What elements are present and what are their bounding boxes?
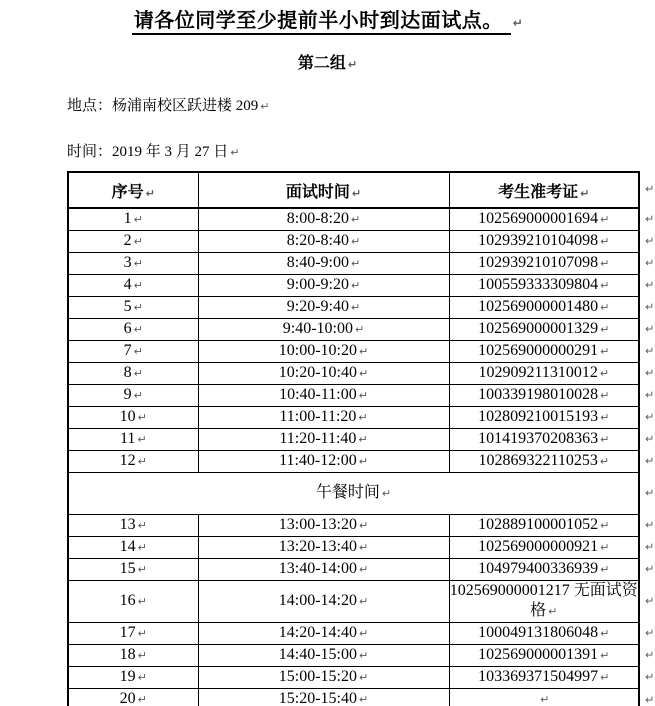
cell-admission-ticket: [449, 208, 639, 231]
cell-interview-time: [198, 407, 449, 429]
cell-admission-ticket: [449, 559, 639, 581]
table-row: [68, 581, 639, 623]
cell-seq-number: [68, 231, 198, 253]
cell-interview-time: [198, 385, 449, 407]
cell-interview-time-text: 11:40-12:00: [279, 452, 357, 469]
cell-interview-time-text: 11:20-11:40: [279, 430, 357, 447]
table-row: [68, 645, 639, 667]
cell-seq-number-text: 6: [123, 320, 132, 337]
cell-seq-number: [68, 429, 198, 451]
paragraph-mark-icon: ↵: [133, 301, 143, 314]
cell-seq-number-text: 1: [123, 210, 132, 227]
cell-seq-number: [68, 363, 198, 385]
cell-admission-ticket: [449, 297, 639, 319]
location-text: 地点：杨浦南校区跃进楼 209: [67, 98, 259, 114]
cell-interview-time-text: 15:00-15:20: [278, 668, 357, 685]
paragraph-mark-icon: ↵: [351, 186, 362, 200]
paragraph-mark-icon: ↵: [381, 487, 392, 500]
date-text: 时间：2019 年 3 月 27 日: [67, 144, 229, 160]
cell-seq-number-text: 5: [123, 298, 132, 315]
cell-seq-number-text: 10: [119, 408, 136, 425]
paragraph-mark-icon: ↵: [359, 541, 369, 554]
row-end-mark-icon: ↵: [645, 322, 655, 336]
table-row: [68, 231, 639, 253]
cell-interview-time: [198, 208, 449, 231]
cell-interview-time: [198, 559, 449, 581]
cell-interview-time: [198, 537, 449, 559]
cell-seq-number-text: 16: [119, 592, 136, 609]
cell-admission-ticket-text: 102569000001329: [478, 320, 599, 337]
cell-interview-time-text: 14:40-15:00: [278, 646, 357, 663]
cell-admission-ticket: [449, 451, 639, 473]
cell-seq-number-text: 3: [123, 254, 132, 271]
row-end-mark-icon: ↵: [645, 410, 655, 424]
paragraph-mark-icon: ↵: [355, 323, 365, 336]
cell-seq-number-text: 13: [119, 516, 136, 533]
cell-seq-number: [68, 667, 198, 689]
schedule-table-wrap: [67, 171, 655, 706]
cell-admission-ticket: [449, 319, 639, 341]
table-row: [68, 429, 639, 451]
cell-interview-time-text: 9:00-9:20: [286, 276, 349, 293]
paragraph-mark-icon: ↵: [133, 323, 143, 336]
table-row: [68, 667, 639, 689]
cell-interview-time-text: 15:20-15:40: [278, 690, 357, 706]
table-row: [68, 208, 639, 231]
paragraph-mark-icon: ↵: [600, 235, 610, 248]
row-end-mark-icon: ↵: [645, 540, 655, 554]
cell-interview-time: [198, 297, 449, 319]
cell-admission-ticket-text: 102889100001052: [478, 516, 599, 533]
cell-admission-ticket-text: 100049131806048: [478, 624, 599, 641]
row-end-mark-icon: ↵: [645, 212, 655, 225]
cell-seq-number: [68, 537, 198, 559]
cell-interview-time: [198, 581, 449, 623]
paragraph-mark-icon: ↵: [137, 693, 147, 706]
cell-seq-number: [68, 319, 198, 341]
paragraph-mark-icon: ↵: [600, 257, 610, 270]
document-page: [0, 8, 655, 706]
cell-admission-ticket-text: 102569000001480: [478, 298, 599, 315]
row-end-mark-icon: ↵: [645, 234, 655, 248]
lunch-break-row: [68, 473, 639, 515]
cell-seq-number-text: 14: [119, 538, 136, 555]
cell-admission-ticket: [449, 581, 639, 623]
cell-interview-time-text: 14:00-14:20: [278, 592, 357, 609]
paragraph-mark-icon: ↵: [351, 301, 361, 314]
cell-seq-number-text: 9: [123, 386, 132, 403]
row-end-mark-icon: ↵: [645, 693, 655, 706]
cell-seq-number: [68, 275, 198, 297]
row-end-mark-icon: ↵: [645, 648, 655, 662]
paragraph-mark-icon: ↵: [548, 605, 558, 618]
group-heading-text: 第二组: [297, 55, 346, 72]
paragraph-mark-icon: ↵: [137, 563, 147, 576]
table-row: [68, 689, 639, 706]
cell-seq-number-text: 7: [123, 342, 132, 359]
row-end-mark-icon: ↵: [645, 344, 655, 358]
cell-seq-number: [68, 407, 198, 429]
cell-interview-time: [198, 341, 449, 363]
group-heading: [0, 53, 655, 75]
row-end-mark-icon: ↵: [645, 454, 655, 468]
cell-interview-time: [198, 253, 449, 275]
header-label: 序号: [111, 183, 144, 201]
cell-interview-time: [198, 623, 449, 645]
header-cell-id: [449, 172, 639, 208]
cell-admission-ticket-text: 102939210104098: [478, 232, 599, 249]
row-end-mark-icon: ↵: [645, 300, 655, 314]
row-end-mark-icon: ↵: [645, 432, 655, 446]
cell-interview-time: [198, 429, 449, 451]
cell-interview-time-text: 14:20-14:40: [278, 624, 357, 641]
paragraph-mark-icon: ↵: [137, 671, 147, 684]
cell-seq-number: [68, 451, 198, 473]
paragraph-mark-icon: ↵: [133, 389, 143, 402]
table-row: [68, 537, 639, 559]
row-end-mark-icon: ↵: [645, 594, 655, 608]
cell-admission-ticket-text: 104979400336939: [478, 560, 599, 577]
paragraph-mark-icon: ↵: [133, 235, 143, 248]
cell-admission-ticket: [449, 407, 639, 429]
cell-interview-time: [198, 667, 449, 689]
cell-seq-number-text: 11: [119, 430, 136, 447]
paragraph-mark-icon: ↵: [600, 389, 610, 402]
paragraph-mark-icon: ↵: [351, 257, 361, 270]
paragraph-mark-icon: ↵: [359, 671, 369, 684]
cell-admission-ticket: [449, 645, 639, 667]
cell-admission-ticket-text: 102569000001391: [478, 646, 599, 663]
cell-seq-number: [68, 581, 198, 623]
cell-admission-ticket-text: 103369371504997: [478, 668, 599, 685]
paragraph-mark-icon: ↵: [600, 649, 610, 662]
paragraph-mark-icon: ↵: [600, 411, 610, 424]
cell-interview-time-text: 11:00-11:20: [279, 408, 357, 425]
table-row: [68, 297, 639, 319]
cell-admission-ticket-text: 102569000001217 无面试资格: [449, 582, 638, 619]
cell-admission-ticket-text: 102809210015193: [478, 408, 599, 425]
paragraph-mark-icon: ↵: [359, 627, 369, 640]
paragraph-mark-icon: ↵: [351, 235, 361, 248]
paragraph-mark-icon: ↵: [359, 693, 369, 706]
paragraph-mark-icon: ↵: [600, 345, 610, 358]
paragraph-mark-icon: ↵: [137, 595, 147, 608]
cell-admission-ticket: [449, 537, 639, 559]
cell-interview-time-text: 10:00-10:20: [278, 342, 357, 359]
table-row: [68, 559, 639, 581]
cell-admission-ticket-text: 101419370208363: [478, 430, 599, 447]
paragraph-mark-icon: ↵: [599, 455, 610, 468]
cell-interview-time-text: 13:40-14:00: [278, 560, 357, 577]
paragraph-mark-icon: ↵: [133, 345, 143, 358]
header-cell-time: [198, 172, 449, 208]
cell-admission-ticket-text: 102569000000291: [478, 342, 599, 359]
row-end-mark-icon: ↵: [645, 486, 655, 500]
paragraph-mark-icon: ↵: [133, 213, 143, 226]
cell-seq-number: [68, 208, 198, 231]
cell-seq-number: [68, 297, 198, 319]
paragraph-mark-icon: ↵: [600, 519, 610, 532]
header-cell-no: [68, 172, 198, 208]
cell-seq-number-text: 15: [119, 560, 136, 577]
paragraph-mark-icon: ↵: [133, 367, 143, 380]
paragraph-mark-icon: ↵: [358, 433, 368, 446]
cell-interview-time: [198, 689, 449, 706]
lunch-break-label: [68, 473, 639, 515]
cell-interview-time-text: 8:40-9:00: [286, 254, 349, 271]
cell-admission-ticket-text: 102569000001694: [478, 210, 599, 227]
cell-admission-ticket: [449, 515, 639, 537]
cell-seq-number-text: 4: [123, 276, 132, 293]
cell-admission-ticket: [449, 363, 639, 385]
paragraph-mark-icon: ↵: [600, 323, 610, 336]
row-end-mark-icon: ↵: [645, 626, 655, 640]
cell-admission-ticket: [449, 623, 639, 645]
row-end-mark-icon: ↵: [645, 366, 655, 380]
header-label: 面试时间: [285, 183, 350, 201]
cell-seq-number-text: 18: [119, 646, 136, 663]
paragraph-mark-icon: ↵: [600, 433, 610, 446]
cell-admission-ticket: [449, 689, 639, 706]
cell-admission-ticket-text: 102869322110253: [478, 452, 598, 469]
table-header-row: [68, 172, 639, 208]
paragraph-mark-icon: ↵: [137, 519, 147, 532]
cell-interview-time-text: 9:40-10:00: [282, 320, 353, 337]
cell-seq-number: [68, 253, 198, 275]
cell-seq-number: [68, 515, 198, 537]
cell-admission-ticket-text: 102909211310012: [478, 364, 598, 381]
paragraph-mark-icon: ↵: [358, 455, 368, 468]
paragraph-mark-icon: ↵: [359, 519, 369, 532]
paragraph-mark-icon: ↵: [600, 213, 610, 226]
table-row: [68, 385, 639, 407]
paragraph-mark-icon: ↵: [351, 213, 361, 226]
paragraph-mark-icon: ↵: [137, 541, 147, 554]
cell-seq-number-text: 2: [123, 232, 132, 249]
cell-interview-time: [198, 515, 449, 537]
paragraph-mark-icon: ↵: [230, 146, 240, 159]
schedule-table: [67, 171, 640, 706]
cell-interview-time-text: 13:20-13:40: [278, 538, 357, 555]
cell-interview-time-text: 10:40-11:00: [279, 386, 357, 403]
row-end-mark-icon: ↵: [645, 278, 655, 292]
cell-admission-ticket: [449, 231, 639, 253]
cell-seq-number: [68, 341, 198, 363]
cell-seq-number-text: 8: [123, 364, 132, 381]
row-end-mark-icon: ↵: [645, 182, 655, 196]
paragraph-mark-icon: ↵: [347, 58, 358, 71]
table-row: [68, 275, 639, 297]
cell-admission-ticket: [449, 385, 639, 407]
row-end-mark-icon: ↵: [645, 256, 655, 270]
cell-seq-number: [68, 385, 198, 407]
paragraph-mark-icon: ↵: [145, 186, 155, 200]
paragraph-mark-icon: ↵: [359, 345, 369, 358]
paragraph-mark-icon: ↵: [260, 100, 270, 113]
cell-seq-number-text: 12: [119, 452, 136, 469]
table-row: [68, 451, 639, 473]
paragraph-mark-icon: ↵: [600, 671, 610, 684]
cell-admission-ticket: [449, 667, 639, 689]
cell-admission-ticket-text: 100559333309804: [478, 276, 599, 293]
cell-admission-ticket-text: 102569000000921: [478, 538, 599, 555]
cell-admission-ticket-text: 102939210107098: [478, 254, 599, 271]
paragraph-mark-icon: ↵: [359, 649, 369, 662]
cell-admission-ticket: [449, 275, 639, 297]
cell-seq-number: [68, 559, 198, 581]
cell-interview-time: [198, 451, 449, 473]
paragraph-mark-icon: ↵: [600, 541, 610, 554]
row-end-mark-icon: ↵: [645, 670, 655, 684]
paragraph-mark-icon: ↵: [600, 279, 610, 292]
cell-admission-ticket: [449, 429, 639, 451]
cell-seq-number-text: 19: [119, 668, 136, 685]
cell-interview-time: [198, 645, 449, 667]
paragraph-mark-icon: ↵: [351, 279, 361, 292]
cell-interview-time: [198, 363, 449, 385]
cell-interview-time-text: 8:20-8:40: [286, 232, 349, 249]
cell-seq-number-text: 17: [119, 624, 136, 641]
table-row: [68, 407, 639, 429]
cell-seq-number-text: 20: [119, 690, 136, 706]
paragraph-mark-icon: ↵: [580, 186, 590, 200]
paragraph-mark-icon: ↵: [133, 279, 143, 292]
cell-interview-time: [198, 275, 449, 297]
cell-interview-time-text: 10:20-10:40: [278, 364, 357, 381]
paragraph-mark-icon: ↵: [137, 433, 147, 446]
cell-interview-time-text: 9:20-9:40: [286, 298, 349, 315]
cell-interview-time-text: 13:00-13:20: [278, 516, 357, 533]
page-title: [0, 8, 655, 36]
row-end-mark-icon: ↵: [645, 518, 655, 532]
date-line: [67, 143, 655, 162]
paragraph-mark-icon: ↵: [600, 301, 610, 314]
cell-admission-ticket: [449, 341, 639, 363]
paragraph-mark-icon: ↵: [137, 411, 147, 424]
paragraph-mark-icon: ↵: [137, 455, 147, 468]
paragraph-mark-icon: ↵: [600, 627, 610, 640]
cell-seq-number: [68, 645, 198, 667]
paragraph-mark-icon: ↵: [137, 649, 147, 662]
location-line: [67, 97, 655, 116]
paragraph-mark-icon: ↵: [599, 367, 610, 380]
paragraph-mark-icon: ↵: [359, 367, 369, 380]
table-row: [68, 363, 639, 385]
cell-interview-time: [198, 231, 449, 253]
paragraph-mark-icon: ↵: [512, 16, 524, 30]
cell-seq-number: [68, 623, 198, 645]
table-row: [68, 515, 639, 537]
header-label: 考生准考证: [498, 183, 579, 201]
cell-interview-time-text: 8:00-8:20: [286, 210, 349, 227]
cell-admission-ticket-text: 100339198010028: [478, 386, 599, 403]
paragraph-mark-icon: ↵: [359, 595, 369, 608]
paragraph-mark-icon: ↵: [137, 627, 147, 640]
paragraph-mark-icon: ↵: [358, 411, 368, 424]
paragraph-mark-icon: ↵: [133, 257, 143, 270]
cell-seq-number: [68, 689, 198, 706]
lunch-break-label-text: 午餐时间: [315, 484, 380, 501]
paragraph-mark-icon: ↵: [600, 563, 610, 576]
cell-admission-ticket: [449, 253, 639, 275]
row-end-mark-icon: ↵: [645, 562, 655, 576]
row-end-mark-icon: ↵: [645, 388, 655, 402]
paragraph-mark-icon: ↵: [358, 389, 368, 402]
table-row: [68, 623, 639, 645]
paragraph-mark-icon: ↵: [359, 563, 369, 576]
table-row: [68, 319, 639, 341]
paragraph-mark-icon: ↵: [540, 693, 550, 706]
table-row: [68, 341, 639, 363]
table-row: [68, 253, 639, 275]
cell-interview-time: [198, 319, 449, 341]
page-title-text: 请各位同学至少提前半小时到达面试点。: [132, 10, 511, 35]
